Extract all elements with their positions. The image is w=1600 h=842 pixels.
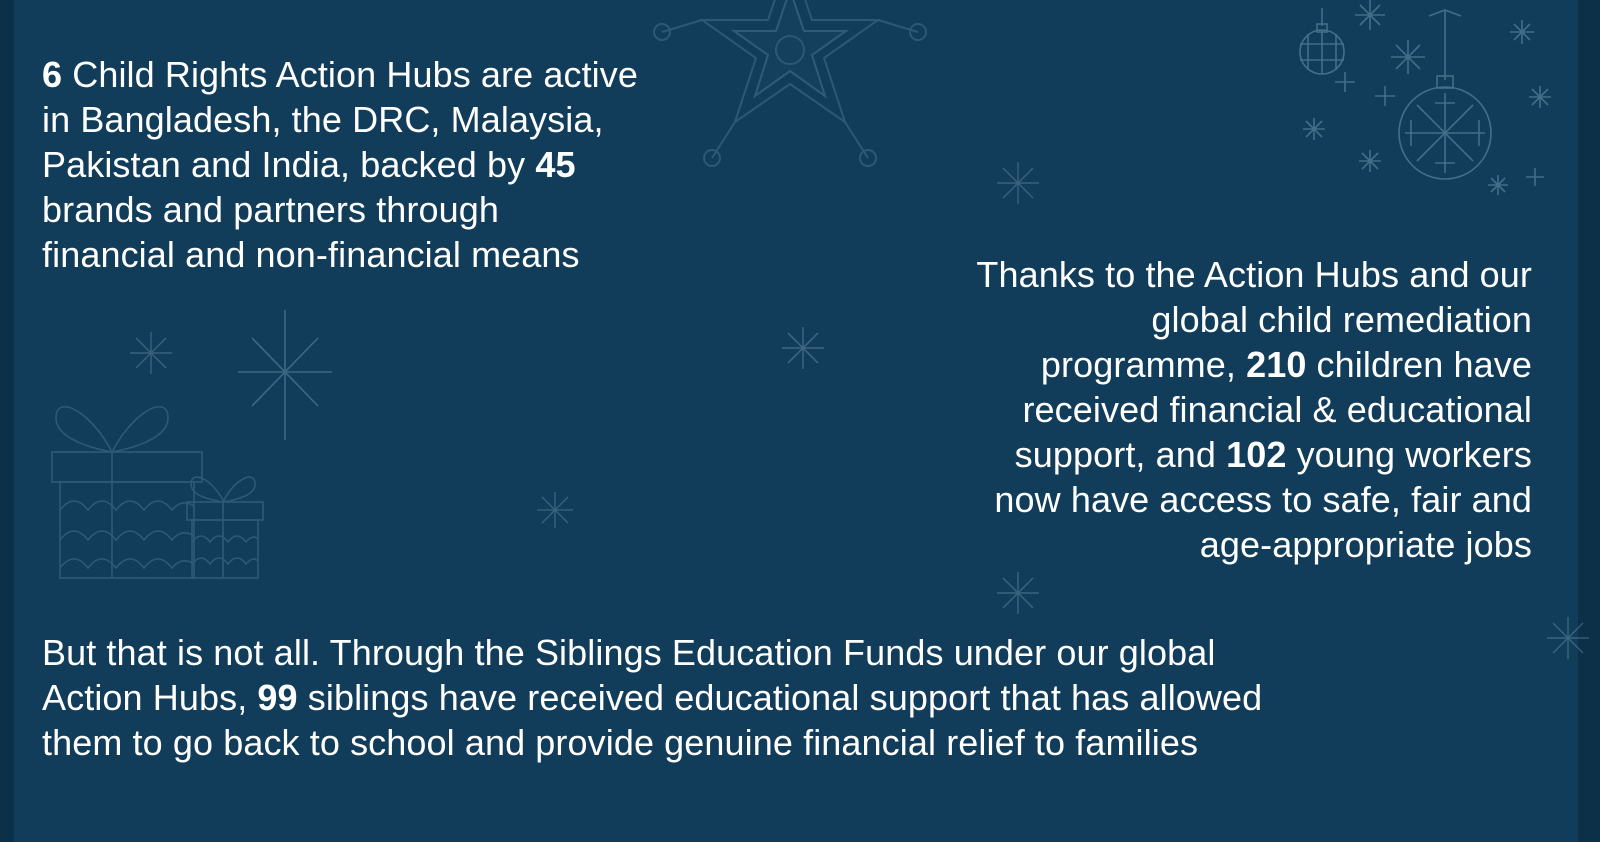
stat-text: young workers (1286, 434, 1532, 475)
stat-text: children have (1306, 344, 1532, 385)
stat-number-210: 210 (1246, 344, 1307, 385)
stat-line: Thanks to the Action Hubs and our (976, 254, 1532, 295)
stat-text: siblings have received educational support that has allowed (297, 677, 1263, 718)
stat-number-6: 6 (42, 54, 63, 95)
sparkle-star-icon (128, 330, 174, 376)
sparkle-star-icon (995, 160, 1041, 206)
stat-line: financial and non-financial means (42, 234, 580, 275)
stat-line: them to go back to school and provide genuine financial relief to families (42, 722, 1199, 763)
sparkle-star-icon (535, 490, 575, 530)
sparkle-star-icon (995, 570, 1041, 616)
stat-line (42, 675, 1552, 720)
child-rights-action-hubs-stat (42, 52, 802, 277)
sparkle-star-icon (230, 310, 340, 440)
sparkle-star-icon (780, 325, 826, 371)
child-remediation-stat (852, 252, 1532, 567)
stat-text: programme, (1040, 344, 1247, 385)
stat-text: support, and (1014, 434, 1227, 475)
stat-line: now have access to safe, fair and (994, 479, 1532, 520)
stat-line: But that is not all. Through the Siblings Education Funds under our global (42, 632, 1216, 673)
stat-text: Child Rights Action Hubs are active (62, 54, 638, 95)
stat-line: global child remediation (1151, 299, 1532, 340)
stat-line: in Bangladesh, the DRC, Malaysia, (42, 99, 604, 140)
stat-line (42, 52, 802, 97)
right-edge-band (1578, 0, 1600, 842)
stat-text: Action Hubs, (42, 677, 258, 718)
stat-line: age-appropriate jobs (1199, 524, 1532, 565)
stat-line (42, 142, 802, 187)
stat-text: Pakistan and India, backed by (42, 144, 536, 185)
stat-number-102: 102 (1226, 434, 1287, 475)
stat-line: brands and partners through (42, 189, 500, 230)
stat-number-99: 99 (257, 677, 298, 718)
stat-line (852, 342, 1532, 387)
stat-line (852, 432, 1532, 477)
stat-number-45: 45 (535, 144, 576, 185)
gift-boxes-icon (40, 300, 310, 600)
left-edge-band (0, 0, 14, 842)
siblings-education-funds-stat (42, 630, 1552, 765)
stat-line: received financial & educational (1022, 389, 1532, 430)
christmas-baubles-icon (1290, 0, 1570, 220)
